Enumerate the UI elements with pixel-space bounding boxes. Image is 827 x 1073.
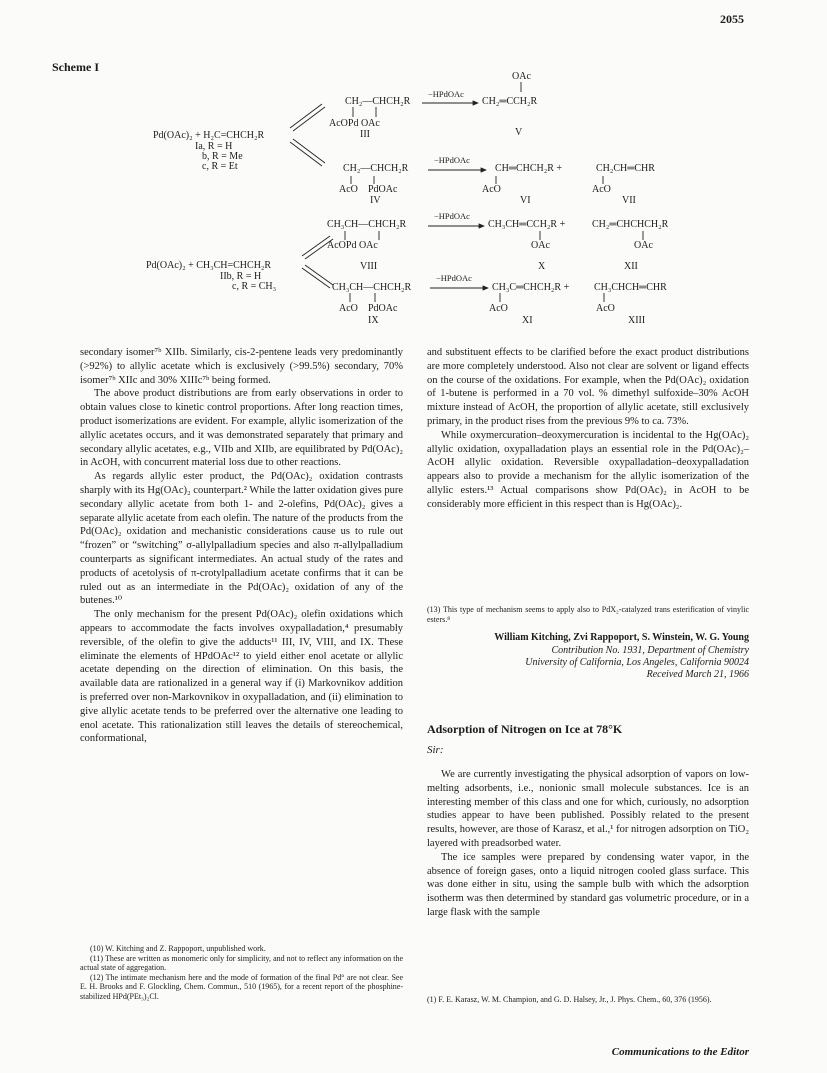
compound-IX-sub-b: PdOAc bbox=[368, 303, 398, 314]
footnote-13: (13) This type of mechanism seems to apply also to PdX₂-catalyzed trans esterification of vinylic esters.⁸ bbox=[427, 605, 749, 624]
compound-XIII: CH₃CHCH═CHR bbox=[594, 282, 667, 293]
affiliation-line: Contribution No. 1931, Department of Chemistry bbox=[551, 645, 749, 656]
reagent-2: Pd(OAc)₂ + CH₃CH=CHCH₂R bbox=[146, 260, 272, 271]
paragraph: We are currently investigating the physical adsorption of vapors on low-melting adsorbents, i.e., nonionic small molecule substances. Ice is an interesting member of this class and one for which, curiously, no adsorption studies appear to have been published. Possibly related to the present results, however, are those of Karasz, et al.,¹ for nitrogen adsorption on TiO₂ layered with preadsorbed water. bbox=[427, 769, 749, 849]
arrow-label: −HPdOAc bbox=[434, 211, 470, 221]
compound-XII: CH₂═CHCHCH₂R bbox=[592, 219, 669, 230]
reagent-1-label-b: b, R = Me bbox=[202, 151, 243, 162]
paragraph: and substituent effects to be clarified before the exact product distributions are more completely understood. Also not clear are solvent or ligand effects on the course of the oxidations. For example, when the Pd(OAc)₂ oxidation of 1-butene is performed in a 70 vol. % dimethyl sulfoxide–30% AcOH mixture instead of AcOH, the proportion of allylic acetate, still exclusively primary, in the product rises from the previous 9% to ca. 73%. bbox=[427, 347, 749, 427]
affiliation-line: University of California, Los Angeles, California 90024 bbox=[525, 657, 749, 668]
compound-III-subs: AcOPd OAc bbox=[329, 118, 380, 129]
paragraph: secondary isomer⁷ᵇ XIIb. Similarly, cis-2-pentene leads very predominantly (>92%) to allylic acetate which is exclusively (>99.5%) secondary, 70% isomer⁷ᵇ XIIc and 30% XIIIc⁷ᵇ being formed. bbox=[80, 347, 403, 386]
compound-X-sub: OAc bbox=[531, 240, 550, 251]
article-2-body bbox=[427, 768, 749, 920]
bond-line bbox=[302, 236, 330, 256]
label-XII: XII bbox=[624, 261, 638, 272]
compound-IV: CH₂—CHCH₂R bbox=[343, 163, 409, 174]
compound-IV-sub-b: PdOAc bbox=[368, 184, 398, 195]
page-footer: Communications to the Editor bbox=[611, 1046, 749, 1058]
compound-IX-sub-a: AcO bbox=[339, 303, 358, 314]
bond-line bbox=[290, 142, 322, 166]
reagent-2-label-b: c, R = CH₃ bbox=[232, 281, 277, 292]
label-IV: IV bbox=[370, 195, 381, 206]
reagent-1: Pd(OAc)₂ + H₂C=CHCH₂R bbox=[153, 130, 265, 141]
paragraph: The only mechanism for the present Pd(OAc)₂ olefin oxidations which appears to accommodate the facts involves oxypalladation,⁴ presumably reversible, of the olefin to give the adducts¹¹ III, IV, VIII, and IX. These eliminate the elements of HPdOAc¹² to yield either enol acetate or allylic acetate depending on the direction of elimination. On this basis, the available data are rationalized in a general way if (i) Markovnikov addition is preferred over non-Markovnikov in oxypalladation, and (ii) elimination to give allylic acetate tends to be preferred over the alternative one leading to enol acetate. This rationalization still leaves the details of stereochemical, conformational, bbox=[80, 609, 403, 745]
bond-line bbox=[305, 265, 333, 285]
arrow-label: −HPdOAc bbox=[428, 89, 464, 99]
paragraph: As regards allylic ester product, the Pd(OAc)₂ oxidation contrasts sharply with its Hg(OAc)₂ counterpart.² While the latter oxidation gives pure secondary allylic acetate from both 1- and 2-olefins, Pd(OAc)₂ gives a separate allylic acetate from each olefin. The nature of the products from the Pd(OAc)₂ oxidation and mechanistic considerations cause us to rule out “frozen” or “switching” σ-allylpalladium species and also π-allylpalladium counterparts as significant intermediates. An actual study of the rates and products of acetolysis of π-crotylpalladium acetate confirms that it can be ruled out as an intermediate in the Pd(OAc)₂ oxidation of any of the butenes.¹⁰ bbox=[80, 471, 403, 607]
compound-VII-sub: AcO bbox=[592, 184, 611, 195]
compound-VI-sub: AcO bbox=[482, 184, 501, 195]
label-IX: IX bbox=[368, 315, 379, 326]
compound-VIII: CH₃CH—CHCH₂R bbox=[327, 219, 407, 230]
compound-V-top: OAc bbox=[512, 71, 531, 82]
compound-VIII-subs: AcOPd OAc bbox=[327, 240, 378, 251]
arrow-label: −HPdOAc bbox=[434, 155, 470, 165]
received-date: Received March 21, 1966 bbox=[646, 669, 749, 680]
compound-V: CH₂═CCH₂R bbox=[482, 96, 538, 107]
reagent-2-label-a: IIb, R = H bbox=[220, 271, 262, 282]
article-title: Adsorption of Nitrogen on Ice at 78°K bbox=[427, 722, 623, 736]
reagent-1-label-a: Ia, R = H bbox=[195, 141, 233, 152]
paragraph: The ice samples were prepared by condensing water vapor, in the absence of foreign gases, onto a liquid nitrogen cooled glass surface. This was done either in situ, using the sample bulb with which the adsorption isotherm was then determined by standard gas volumetric procedure, or in a large flask with the sample bbox=[427, 851, 749, 918]
label-V: V bbox=[515, 127, 523, 138]
page-number: 2055 bbox=[720, 12, 744, 26]
label-VII: VII bbox=[622, 195, 636, 206]
footnote: (10) W. Kitching and Z. Rappoport, unpublished work. bbox=[90, 944, 266, 953]
label-X: X bbox=[538, 261, 546, 272]
arrow-label: −HPdOAc bbox=[436, 273, 472, 283]
left-footnotes bbox=[80, 944, 403, 1002]
compound-X: CH₃CH═CCH₂R + bbox=[488, 219, 566, 230]
compound-III: CH₂—CHCH₂R bbox=[345, 96, 411, 107]
label-III: III bbox=[360, 129, 370, 140]
right-column-body bbox=[427, 346, 749, 512]
compound-IV-sub-a: AcO bbox=[339, 184, 358, 195]
footnote: (12) The intimate mechanism here and the mode of formation of the final Pd° are not clear. See E. H. Brooks and F. Glockling, Chem. Commun., 510 (1965), for a recent report of the phosphine-stabilized HPd(PEt₃)₂Cl. bbox=[80, 972, 403, 1001]
footnote: (11) These are written as monomeric only for simplicity, and not to reflect any information on the actual state of aggregation. bbox=[80, 953, 403, 973]
compound-IX: CH₃CH—CHCH₂R bbox=[332, 282, 412, 293]
compound-XII-sub: OAc bbox=[634, 240, 653, 251]
paragraph: The above product distributions are from early observations in order to obtain values close to kinetic control proportions. After long reaction times, product isomerizations are evident. For example, allylic isomerization of the allylic acetates occurs, and it was demonstrated separately that primary and secondary allylic acetates, e.g., VIIb and XIIb, are equilibrated by Pd(OAc)₂ in AcOH, with concurrent material loss due to other reactions. bbox=[80, 388, 403, 469]
scheme-title: Scheme I bbox=[52, 60, 99, 74]
scheme-bonds bbox=[0, 0, 827, 340]
reagent-1-label-c: c, R = Et bbox=[202, 161, 238, 172]
label-XI: XI bbox=[522, 315, 533, 326]
label-VI: VI bbox=[520, 195, 531, 206]
bond-line bbox=[293, 107, 325, 131]
footnote-1: (1) F. E. Karasz, W. M. Champion, and G. D. Halsey, Jr., J. Phys. Chem., 60, 376 (1956). bbox=[427, 995, 712, 1004]
salutation: Sir: bbox=[427, 744, 444, 756]
compound-VI: CH═CHCH₂R + bbox=[495, 163, 563, 174]
label-XIII: XIII bbox=[628, 315, 646, 326]
compound-VII: CH₂CH═CHR bbox=[596, 163, 655, 174]
bond-line bbox=[293, 139, 325, 163]
left-column-body bbox=[80, 346, 403, 746]
compound-XIII-sub: AcO bbox=[596, 303, 615, 314]
compound-XI: CH₃C═CHCH₂R + bbox=[492, 282, 570, 293]
paragraph: While oxymercuration–deoxymercuration is incidental to the Hg(OAc)₂ allylic oxidation, oxypalladation plays an essential role in the Pd(OAc)₂–AcOH allylic oxidation. Reversible oxypalladation–deoxypalladation appears also to provide a mechanism for the allylic isomerization of the allylic esters.¹³ Actual comparisons show Pd(OAc)₂ in AcOH to be considerably more efficient in this respect than is Hg(OAc)₂. bbox=[427, 429, 749, 510]
bond-line bbox=[302, 268, 330, 288]
bond-line bbox=[290, 104, 322, 128]
label-VIII: VIII bbox=[360, 261, 378, 272]
author-list: William Kitching, Zvi Rappoport, S. Winstein, W. G. Young bbox=[494, 632, 749, 643]
compound-XI-sub: AcO bbox=[489, 303, 508, 314]
